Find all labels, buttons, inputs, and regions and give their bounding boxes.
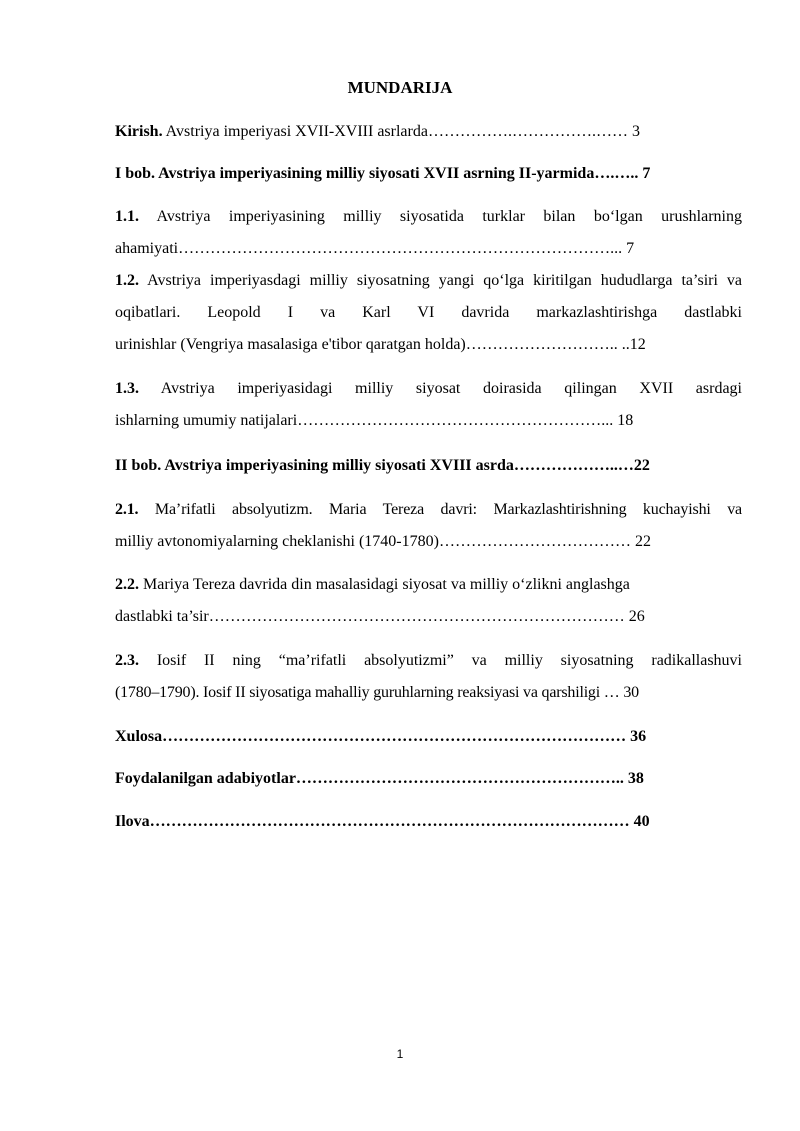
- toc-entry-text: Mariya Tereza davrida din masalasidagi siyosat va milliy o‘zlikni anglashga: [139, 576, 630, 593]
- toc-entry-line: milliy avtonomiyalarning cheklanishi (1740-1780)……………………………… 22: [115, 533, 651, 550]
- toc-entry-text: Avstriya imperiyasidagi milliy siyosat doirasida qilingan XVII asrdagi: [139, 380, 742, 397]
- toc-entry-2-2[interactable]: [115, 569, 742, 633]
- toc-entry-line: [115, 494, 742, 526]
- toc-entry-1-2[interactable]: [115, 265, 742, 361]
- page-number: 1: [396, 1047, 404, 1061]
- toc-entry-text: Iosif II ning “ma’rifatli absolyutizmi” va milliy siyosatning radikallashuvi: [139, 652, 742, 669]
- toc-entry-label: 2.2.: [115, 576, 139, 593]
- toc-entry-line: ahamiyati………………………………………………………………………... 7: [115, 240, 635, 257]
- toc-entry-line: [115, 373, 742, 405]
- toc-entry-xulosa[interactable]: [115, 721, 742, 753]
- toc-entry-chapter-1[interactable]: [115, 158, 742, 190]
- toc-entry-line: urinishlar (Vengriya masalasiga e'tibor qaratgan holda)……………………….. ..12: [115, 336, 646, 353]
- toc-entry-line: [115, 265, 742, 329]
- toc-entry-references[interactable]: [115, 763, 742, 795]
- toc-entry-text: Avstriya imperiyasdagi milliy siyosatning yangi qo‘lga kiritilgan hududlarga ta’siri va oqibatlari. Leopold I va Karl VI davrida markazlashtirishga dastlabki: [115, 272, 742, 321]
- toc-entry-label: II bob. Avstriya imperiyasining milliy siyosati XVIII asrda………………..…22: [115, 457, 650, 474]
- toc-entry-line: [115, 645, 742, 677]
- toc-entry-1-1[interactable]: [115, 201, 742, 265]
- toc-entry-label: 1.2.: [115, 272, 139, 289]
- toc-entry-chapter-2[interactable]: [115, 450, 742, 482]
- toc-entry-line: ishlarning umumiy natijalari…………………………………………………... 18: [115, 412, 634, 429]
- toc-entry-line: dastlabki ta’sir…………………………………………………………………… 26: [115, 608, 645, 625]
- toc-entry-label: 2.1.: [115, 501, 139, 518]
- toc-entry-label: Ilova……………………………………………………………………………… 40: [115, 813, 650, 830]
- toc-entry-label: Kirish.: [115, 123, 163, 140]
- toc-entry-label: 2.3.: [115, 652, 139, 669]
- toc-entry-text: Ma’rifatli absolyutizm. Maria Tereza davri: Markazlashtirishning kuchayishi va: [138, 501, 742, 518]
- toc-entry-label: 1.1.: [115, 208, 139, 225]
- toc-entry-label: 1.3.: [115, 380, 139, 397]
- toc-entry-line: [115, 201, 742, 233]
- toc-entry-kirish[interactable]: [115, 116, 742, 148]
- toc-entry-text: Avstriya imperiyasining milliy siyosatida turklar bilan bo‘lgan urushlarning: [139, 208, 742, 225]
- toc-entry-2-1[interactable]: [115, 494, 742, 558]
- toc-entry-line: [115, 569, 742, 601]
- toc-entry-text: Avstriya imperiyasi XVII-XVIII asrlarda…………….…………….…… 3: [162, 123, 640, 140]
- toc-entry-label: Xulosa…………………………………………………………………………… 36: [115, 728, 647, 745]
- page-title: MUNDARIJA: [347, 78, 453, 97]
- toc-entry-line: (1780–1790). Iosif II siyosatiga mahalliy guruhlarning reaksiyasi va qarshiligi … 30: [115, 684, 639, 701]
- toc-entry-label: Foydalanilgan adabiyotlar…………………………………………………….. 38: [115, 770, 644, 787]
- toc-entry-2-3[interactable]: [115, 645, 742, 709]
- toc-entry-1-3[interactable]: [115, 373, 742, 437]
- toc-entry-label: I bob. Avstriya imperiyasining milliy siyosati XVII asrning II-yarmida….….. 7: [115, 165, 651, 182]
- toc-entry-appendix[interactable]: [115, 806, 742, 838]
